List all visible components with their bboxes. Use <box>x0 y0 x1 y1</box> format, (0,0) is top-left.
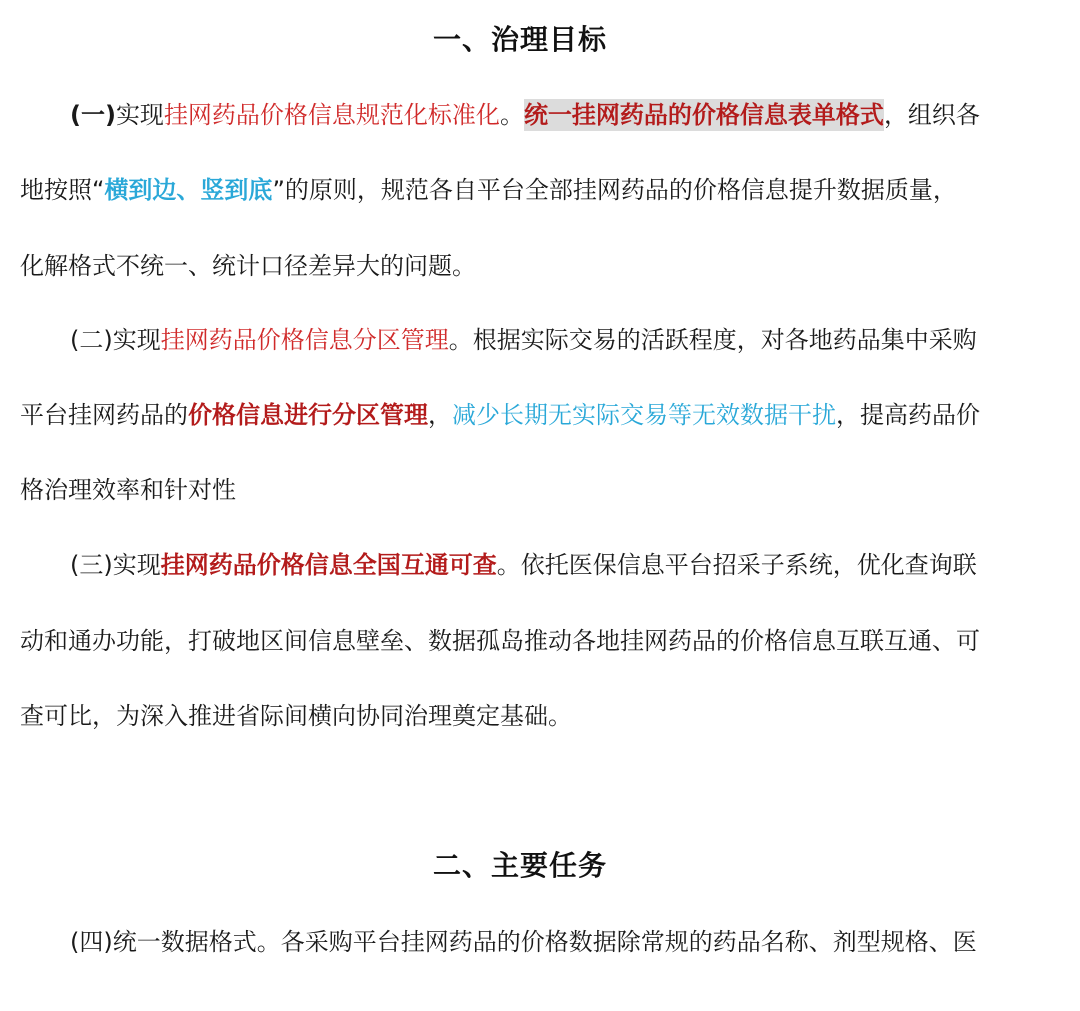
text: ”的原则，规范各自平台全部挂网药品的价格信息提升数据质量， <box>272 176 957 204</box>
section-heading-main-tasks: 二、主要任务 <box>432 849 607 882</box>
text: 地按照“ <box>20 176 105 204</box>
text: 。根据实际交易的活跃程度，对各地药品集中采购 <box>448 326 977 354</box>
text: ， <box>428 401 452 429</box>
highlighted-text: 统一挂网药品的价格信息表单格式 <box>523 101 884 129</box>
paragraph-2-line-1 <box>70 322 1030 358</box>
paragraph-3-line-2: 动和通办功能，打破地区间信息壁垒、数据孤岛推动各地挂网药品的价格信息互联互通、可 <box>20 627 980 655</box>
paragraph-3-line-3: 查可比，为深入推进省际间横向协同治理奠定基础。 <box>20 702 572 730</box>
paragraph-1-line-2 <box>20 172 1030 208</box>
emphasis-red: 挂网药品价格信息规范化标准化 <box>163 101 500 129</box>
emphasis-blue: 横到边、竖到底 <box>104 176 273 204</box>
emphasis-red: 挂网药品价格信息分区管理 <box>160 326 449 354</box>
text: 实现 <box>115 101 164 129</box>
paragraph-3-line-1 <box>70 547 1030 583</box>
paragraph-4-line-1: (四)统一数据格式。各采购平台挂网药品的价格数据除常规的药品名称、剂型规格、医 <box>70 928 977 956</box>
item-number: (三) <box>70 551 113 579</box>
emphasis-blue: 减少长期无实际交易等无效数据干扰 <box>452 401 836 429</box>
text: ，组织各 <box>883 101 980 129</box>
text: 。 <box>499 101 524 129</box>
text: ，提高药品价 <box>836 401 980 429</box>
paragraph-2-line-2 <box>20 397 1030 433</box>
emphasis-darkred: 价格信息进行分区管理 <box>188 401 428 429</box>
text: 。依托医保信息平台招采子系统，优化查询联 <box>496 551 977 579</box>
text: 平台挂网药品的 <box>20 401 188 429</box>
paragraph-2-line-3: 格治理效率和针对性 <box>20 476 236 504</box>
section-heading-governance-goals: 一、治理目标 <box>432 23 607 56</box>
item-number: (二) <box>70 326 113 354</box>
emphasis-darkred: 挂网药品价格信息全国互通可查 <box>160 551 497 579</box>
paragraph-1-line-1 <box>70 97 1030 133</box>
paragraph-1-line-3: 化解格式不统一、统计口径差异大的问题。 <box>20 252 476 280</box>
text: 实现 <box>112 326 161 354</box>
text: 实现 <box>112 551 161 579</box>
item-number: (一) <box>70 101 116 129</box>
